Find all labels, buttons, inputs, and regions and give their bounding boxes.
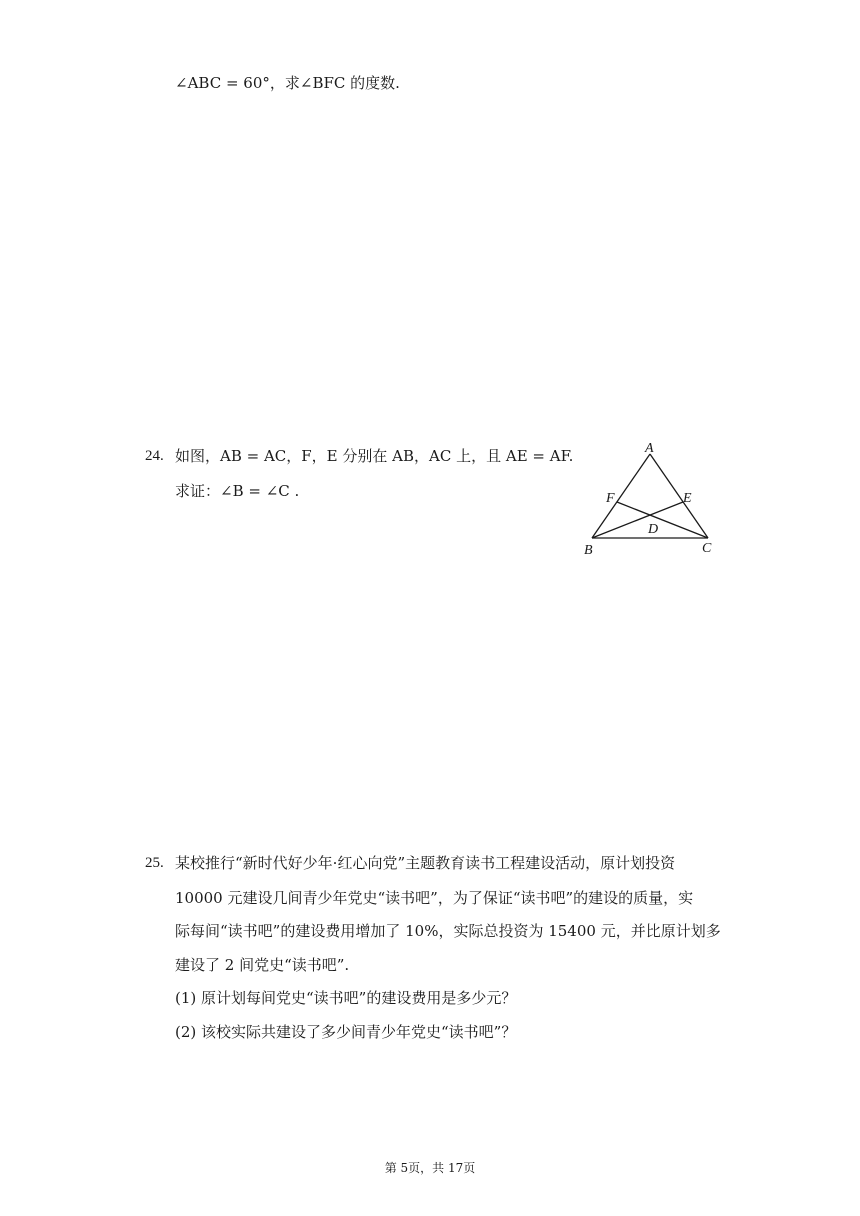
q25-number: 25.	[145, 855, 164, 871]
triangle-figure	[580, 438, 720, 560]
q25-subquestion-1: (1) 原计划每间党史“读书吧”的建设费用是多少元？	[175, 989, 517, 1007]
label-b: B	[584, 543, 593, 558]
q24-number: 24.	[145, 448, 164, 464]
label-c: C	[702, 541, 712, 556]
label-f: F	[606, 491, 615, 506]
label-a: A	[645, 441, 654, 456]
segment-cf	[617, 502, 708, 538]
q25-line-2: 10000 元建设几间青少年党史“读书吧”，为了保证“读书吧”的建设的质量，实	[175, 889, 694, 907]
segment-ab	[592, 454, 650, 538]
q25-line-4: 建设了 2 间党史“读书吧”.	[175, 956, 350, 974]
segment-ac	[650, 454, 708, 538]
q25-line-3: 际每间“读书吧”的建设费用增加了 10%，实际总投资为 15400 元，并比原计划多	[175, 922, 721, 940]
segment-be	[592, 502, 683, 538]
q24-statement: 如图，AB = AC，F，E 分别在 AB，AC 上，且 AE = AF.	[175, 447, 574, 465]
q24-prove: 求证：∠B = ∠C .	[175, 482, 300, 500]
q23-tail-line: ∠ABC = 60°，求∠BFC 的度数.	[175, 74, 400, 92]
label-d: D	[648, 522, 659, 537]
label-e: E	[683, 491, 692, 506]
q25-line-1: 某校推行“新时代好少年·红心向党”主题教育读书工程建设活动，原计划投资	[175, 854, 676, 872]
q25-subquestion-2: (2) 该校实际共建设了多少间青少年党史“读书吧”？	[175, 1023, 517, 1041]
page-footer: 第 5页，共 17页	[384, 1161, 476, 1175]
